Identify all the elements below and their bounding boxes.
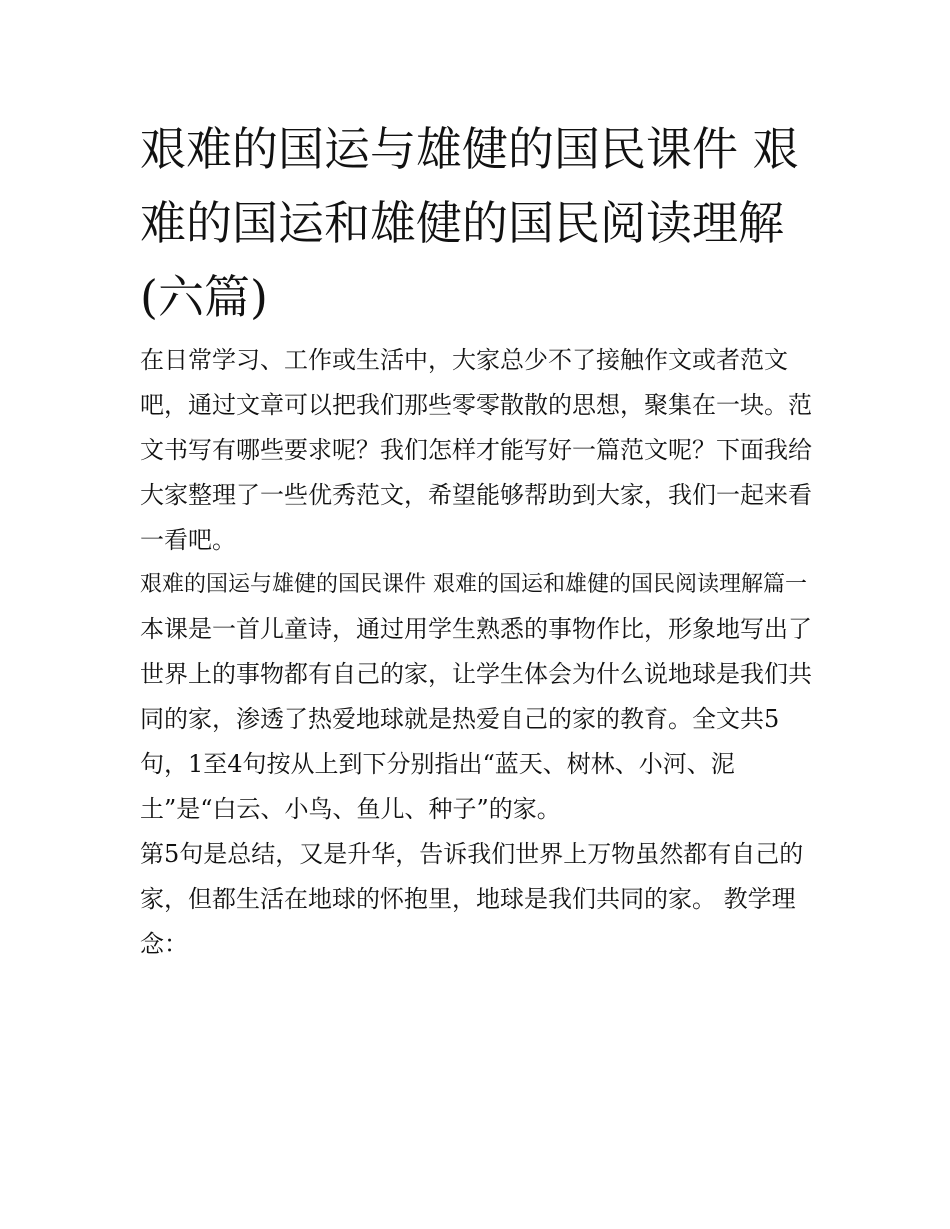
- intro-paragraph: 在日常学习、工作或生活中，大家总少不了接触作文或者范文吧，通过文章可以把我们那些零零散散的思想，聚集在一块。范文书写有哪些要求呢？我们怎样才能写好一篇范文呢？下面我给大家整理了一些优秀范文，希望能够帮助到大家，我们一起来看一看吧。: [140, 346, 812, 554]
- body-paragraph-1: 本课是一首儿童诗，通过用学生熟悉的事物作比，形象地写出了世界上的事物都有自己的家，让学生体会为什么说地球是我们共同的家，渗透了热爱地球就是热爱自己的家的教育。全文共5句，1至4句按从上到下分别指出“蓝天、树林、小河、泥土”是“白云、小鸟、鱼儿、种子”的家。: [140, 615, 812, 823]
- document-page: [140, 112, 820, 967]
- section-heading: 艰难的国运与雄健的国民课件 艰难的国运和雄健的国民阅读理解篇一: [140, 572, 807, 597]
- document-title: 艰难的国运与雄健的国民课件 艰难的国运和雄健的国民阅读理解(六篇): [140, 122, 799, 324]
- body-paragraph-2: 第5句是总结，又是升华，告诉我们世界上万物虽然都有自己的家，但都生活在地球的怀抱里，地球是我们共同的家。 教学理念：: [140, 840, 804, 958]
